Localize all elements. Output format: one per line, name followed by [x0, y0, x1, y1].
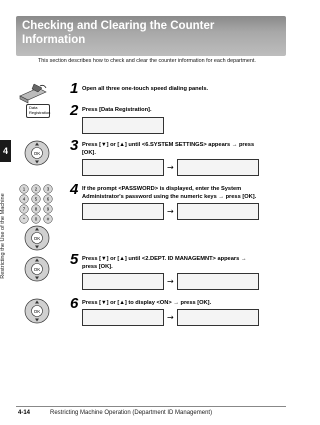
step-3-text — [82, 142, 290, 157]
lcd-line — [181, 175, 255, 176]
page-footer — [0, 401, 300, 425]
keypad-key-label: 0 — [34, 216, 38, 222]
keypad-key[interactable] — [20, 195, 29, 204]
step-number-2: 2 — [70, 102, 79, 119]
step-4-text — [82, 186, 290, 201]
keypad-key-label: 1 — [22, 186, 26, 192]
ok-dial-icon[interactable] — [24, 225, 50, 256]
lcd-step5-after — [177, 273, 259, 290]
keypad-key-label: 9 — [46, 206, 50, 212]
chapter-label: Restricting the Use of the Machine — [0, 193, 6, 279]
keypad-key[interactable] — [44, 215, 53, 224]
keypad-key[interactable] — [32, 185, 41, 194]
keypad-key-label: * — [23, 216, 25, 222]
keypad-key-label: 3 — [46, 186, 50, 192]
section-header — [16, 16, 286, 56]
lcd-line — [181, 325, 255, 326]
step-4-line1: If the prompt <PASSWORD> is displayed, enter the System — [82, 186, 242, 192]
step-1-text: Open all three one-touch speed dialing panels. — [82, 86, 209, 92]
ok-dial-icon[interactable] — [24, 140, 50, 171]
arrow-icon: → — [167, 163, 174, 172]
keypad-key[interactable] — [44, 205, 53, 214]
keypad-key[interactable] — [32, 205, 41, 214]
data-registration-button[interactable] — [26, 104, 50, 118]
lcd-step3-before — [82, 159, 164, 176]
arrow-icon: → — [167, 313, 174, 322]
ok-label: OK — [33, 309, 41, 314]
keypad-key-label: # — [46, 216, 50, 222]
step-4-line2: Administrator's password using the numeric keys → press [OK]. — [82, 193, 257, 200]
keypad-key[interactable] — [32, 215, 41, 224]
lcd-step6-before — [82, 309, 164, 326]
lcd-line — [181, 289, 255, 290]
keypad-key-label: 4 — [22, 196, 26, 202]
section-title-line1: Checking and Clearing the Counter — [22, 20, 215, 32]
ok-label: OK — [33, 267, 41, 272]
lcd-step5-before — [82, 273, 164, 290]
lcd-step4-after — [177, 203, 259, 220]
ok-dial-icon[interactable] — [24, 256, 50, 287]
lcd-step2 — [82, 117, 164, 134]
ok-dial-icon[interactable] — [24, 298, 50, 329]
step-number-1: 1 — [70, 80, 79, 97]
numeric-keypad-icon[interactable] — [18, 184, 54, 229]
page-number: 4-14 — [18, 410, 31, 416]
keypad-key[interactable] — [20, 215, 29, 224]
lcd-step6-after — [177, 309, 259, 326]
keypad-key[interactable] — [20, 185, 29, 194]
step-5-line2: press [OK]. — [82, 263, 113, 270]
chapter-tab: 4 — [0, 140, 11, 162]
lcd-line — [86, 133, 160, 134]
step-5-text — [82, 256, 290, 271]
keypad-key-label: 8 — [34, 206, 38, 212]
keypad-key[interactable] — [44, 185, 53, 194]
button-label-registration: Registration — [29, 109, 51, 115]
keypad-key-label: 2 — [34, 186, 38, 192]
ok-label: OK — [33, 151, 41, 156]
section-title-line2: Information — [22, 33, 86, 46]
step-5-line1: Press [▼] or [▲] until <2.DEPT. ID MANAGEMNT> appears → — [82, 256, 247, 262]
keypad-key[interactable] — [32, 195, 41, 204]
button-label-data: Data — [29, 105, 38, 110]
keypad-key-label: 6 — [46, 196, 50, 202]
lcd-step4-before — [82, 203, 164, 220]
lcd-line — [86, 175, 160, 176]
lcd-line — [86, 289, 160, 290]
step-number-6: 6 — [70, 295, 79, 312]
ok-label: OK — [33, 236, 41, 241]
lcd-line — [86, 219, 160, 220]
step-3-line2: [OK]. — [82, 149, 96, 156]
step-number-4: 4 — [70, 181, 79, 198]
step-2-text: Press [Data Registration]. — [82, 107, 152, 113]
arrow-icon: → — [167, 277, 174, 286]
footer-title: Restricting Machine Operation (Department ID Management) — [50, 410, 213, 416]
lcd-step3-after — [177, 159, 259, 176]
step-number-3: 3 — [70, 137, 79, 154]
step-6-text: Press [▼] or [▲] to display <ON> → press [OK]. — [82, 300, 212, 306]
lcd-line — [86, 325, 160, 326]
keypad-key[interactable] — [44, 195, 53, 204]
keypad-key[interactable] — [20, 205, 29, 214]
footer-rule — [16, 406, 286, 407]
keypad-key-label: 5 — [34, 196, 38, 202]
intro-text: This section describes how to check and clear the counter information for each department. — [38, 58, 256, 64]
step-number-5: 5 — [70, 251, 79, 268]
lcd-line — [181, 219, 255, 220]
step-3-line1: Press [▼] or [▲] until <6.SYSTEM SETTINGS> appears → press — [82, 142, 255, 148]
keypad-key-label: 7 — [22, 206, 26, 212]
arrow-icon: → — [167, 207, 174, 216]
